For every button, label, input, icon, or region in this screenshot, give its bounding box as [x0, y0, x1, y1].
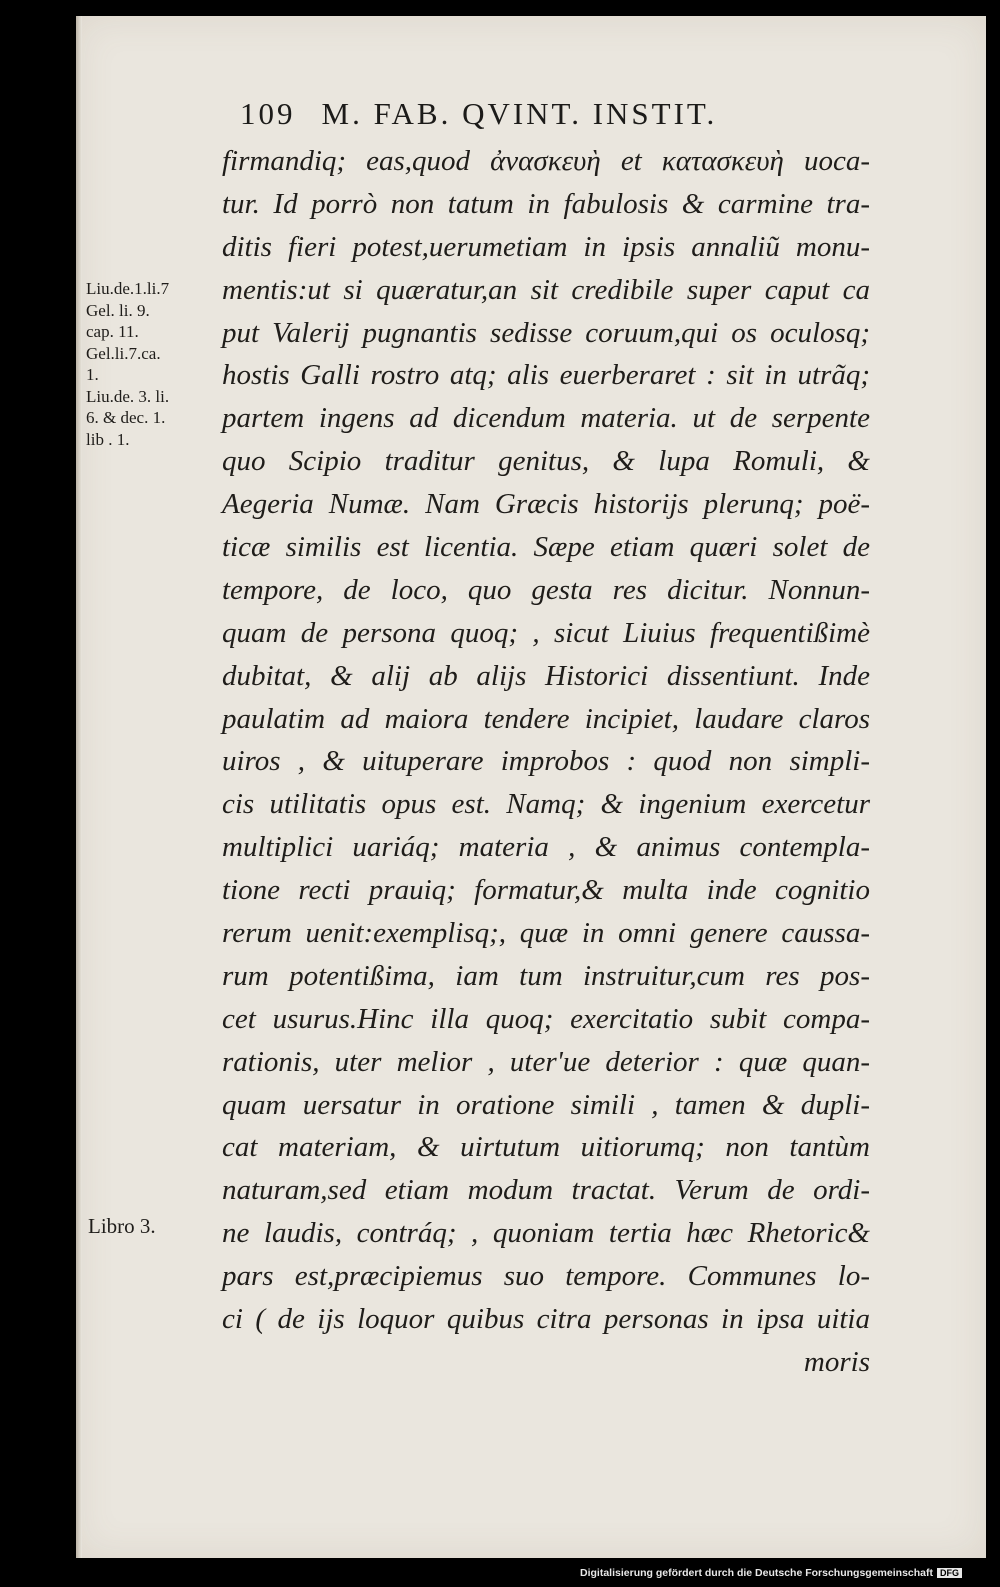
text-line: dubitat, & alij ab alijs Historici dissentiunt. Inde	[222, 659, 870, 692]
text-line: rum potentißima, iam tum instruitur,cum res pos-	[222, 959, 870, 992]
text-line: ne laudis, contráq; , quoniam tertia hæc Rhetoric&	[222, 1217, 870, 1250]
running-title: M. FAB. QVINT. INSTIT.	[321, 96, 718, 131]
margin-note: 6. & dec. 1.	[86, 408, 166, 427]
margin-note: Liu.de.1.li.7	[86, 279, 170, 298]
page-number: 109	[240, 96, 296, 131]
text-line: mentis:ut si quæratur,an sit credibile super caput ca	[222, 273, 870, 306]
text-line: cet usurus.Hinc illa quoq; exercitatio subit compa-	[222, 1002, 870, 1035]
text-line: naturam,sed etiam modum tractat. Verum de ordi-	[222, 1174, 870, 1207]
text-line: quam de persona quoq; , sicut Liuius frequentißimè	[222, 616, 870, 649]
text-line: quo Scipio traditur genitus, & lupa Romuli, &	[222, 445, 870, 478]
page-gutter-shadow	[76, 16, 82, 1558]
text-line: cis utilitatis opus est. Namq; & ingenium exercetur	[222, 788, 870, 821]
catchword: moris	[803, 1345, 870, 1378]
credit-text: Digitalisierung gefördert durch die Deutsche Forschungsgemeinschaft	[580, 1567, 933, 1579]
text-line: put Valerij pugnantis sedisse coruum,qui os oculosq;	[222, 316, 870, 349]
margin-note: cap. 11.	[86, 322, 139, 341]
text-line: cat materiam, & uirtutum uitiorumq; non tantùm	[222, 1131, 870, 1164]
text-line: paulatim ad maiora tendere incipiet, laudare claros	[222, 702, 870, 735]
text-line: rerum uenit:exemplisq;, quæ in omni genere caussa-	[222, 917, 870, 950]
text-line: quam uersatur in oratione simili , tamen & dupli-	[222, 1088, 870, 1121]
margin-note: lib . 1.	[86, 429, 130, 449]
text-line: ditis fieri potest,uerumetiam in ipsis annaliũ monu-	[222, 230, 870, 263]
text-line: tempore, de loco, quo gesta res dicitur. Nonnun-	[222, 573, 870, 606]
margin-notes	[86, 278, 216, 450]
text-line: multiplici uariáq; materia , & animus contempla-	[222, 831, 870, 864]
text-line: tur. Id porrò non tatum in fabulosis & carmine tra-	[222, 187, 870, 220]
margin-note: Liu.de. 3. li.	[86, 386, 170, 406]
text-line: uiros , & uituperare improbos : quod non simpli-	[222, 745, 870, 778]
body-text	[222, 140, 870, 1384]
margin-note: 1.	[86, 365, 99, 384]
dfg-logo: DFG	[937, 1568, 962, 1578]
text-line: partem ingens ad dicendum materia. ut de serpente	[222, 402, 870, 435]
text-line: Aegeria Numæ. Nam Græcis historijs plerunq; poë-	[222, 488, 870, 521]
margin-note: Gel. li. 9.	[86, 300, 150, 320]
text-line: rationis, uter melior , uter'ue deterior : quæ quan-	[222, 1045, 870, 1078]
text-line: tione recti prauiq; formatur,& multa inde cognitio	[222, 874, 870, 907]
text-line: ticæ similis est licentia. Sæpe etiam quæri solet de	[222, 531, 870, 564]
margin-note: Gel.li.7.ca.	[86, 343, 161, 363]
text-line: pars est,præcipiemus suo tempore. Communes lo-	[222, 1260, 870, 1293]
text-line: firmandiq; eas,quod ἀνασκευὴ et κατασκευὴ uoca-	[222, 145, 870, 177]
text-line: hostis Galli rostro atq; alis euerberaret : sit in utrãq;	[222, 359, 870, 392]
page-header	[240, 96, 890, 140]
digitization-credit	[580, 1567, 962, 1579]
text-line: ci ( de ijs loquor quibus citra personas in ipsa uitia	[222, 1303, 870, 1336]
margin-note-lower: Libro 3.	[88, 1214, 156, 1238]
